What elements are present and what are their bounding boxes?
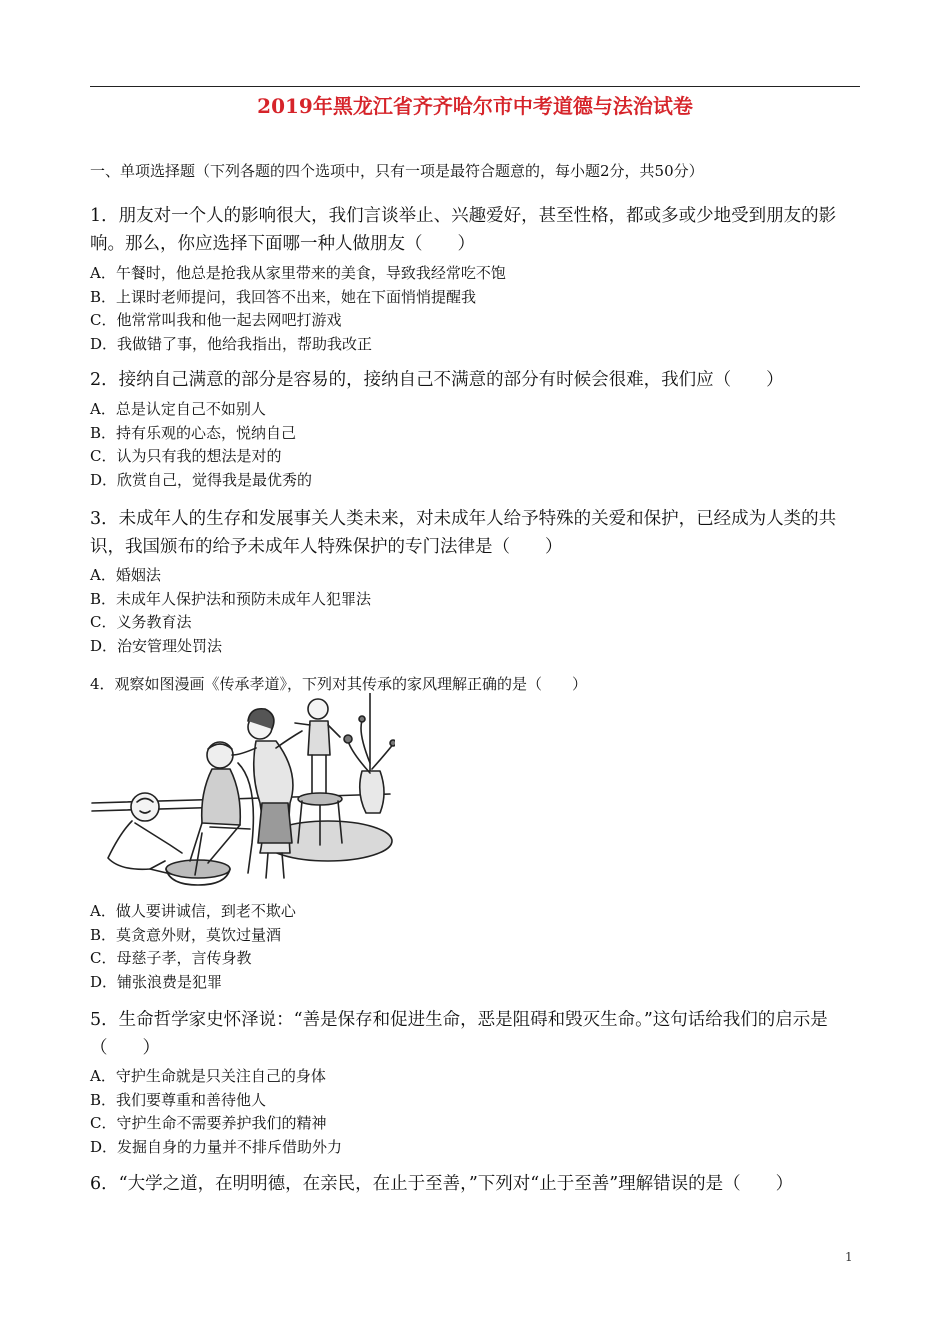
option-c: C．他常常叫我和他一起去网吧打游戏 [90, 311, 342, 329]
question-options [90, 262, 850, 356]
question-options [90, 1065, 850, 1159]
question-stem: 2．接纳自己满意的部分是容易的，接纳自己不满意的部分有时候会很难，我们应（ ） [90, 370, 784, 390]
option-a: A．守护生命就是只关注自己的身体 [90, 1067, 326, 1085]
section-heading: 一、单项选择题（下列各题的四个选项中，只有一项是最符合题意的，每小题2分，共50分） [90, 162, 704, 180]
option-d: D．欣赏自己，觉得我是最优秀的 [90, 470, 313, 489]
cartoon-illustration [90, 693, 395, 891]
question-stem: 3．未成年人的生存和发展事关人类未来，对未成年人给予特殊的关爱和保护，已经成为人类的共识，我国颁布的给予未成年人特殊保护的专门法律是（ ） [90, 509, 837, 557]
option-c: C．义务教育法 [90, 613, 192, 631]
option-b: B．上课时老师提问，我回答不出来，她在下面悄悄提醒我 [90, 287, 477, 306]
header-rule [90, 86, 860, 87]
option-a: A．婚姻法 [90, 566, 161, 584]
question-stem: 5．生命哲学家史怀泽说：“善是保存和促进生命，恶是阻碍和毁灭生命。”这句话给我们的启示是（ ） [90, 1010, 828, 1058]
page-number: 1 [845, 1250, 853, 1264]
option-b: B．持有乐观的心态，悦纳自己 [90, 423, 297, 442]
question-options [90, 398, 850, 492]
exam-title: 2019年黑龙江省齐齐哈尔市中考道德与法治试卷 [257, 94, 693, 118]
option-d: D．铺张浪费是犯罪 [90, 972, 223, 991]
option-a: A．午餐时，他总是抢我从家里带来的美食，导致我经常吃不饱 [90, 264, 506, 282]
question-stem: 1．朋友对一个人的影响很大，我们言谈举止、兴趣爱好，甚至性格，都或多或少地受到朋友的影响。那么，你应选择下面哪一种人做朋友（ ） [90, 206, 837, 254]
option-a: A．做人要讲诚信，到老不欺心 [90, 902, 296, 920]
option-c: C．母慈子孝，言传身教 [90, 949, 252, 967]
option-d: D．我做错了事，他给我指出，帮助我改正 [90, 334, 373, 353]
option-b: B．未成年人保护法和预防未成年人犯罪法 [90, 589, 372, 608]
option-a: A．总是认定自己不如别人 [90, 400, 266, 418]
question-stem: 6．“大学之道，在明明德，在亲民，在止于至善，”下列对“止于至善”理解错误的是（ ） [90, 1174, 794, 1194]
question-options [90, 900, 850, 994]
option-c: C．认为只有我的想法是对的 [90, 447, 282, 465]
option-b: B．莫贪意外财，莫饮过量酒 [90, 925, 282, 944]
question-stem: 4．观察如图漫画《传承孝道》，下列对其传承的家风理解正确的是（ ） [90, 675, 588, 693]
option-c: C．守护生命不需要养护我们的精神 [90, 1114, 327, 1132]
option-d: D．发掘自身的力量并不排斥借助外力 [90, 1137, 343, 1156]
option-b: B．我们要尊重和善待他人 [90, 1090, 267, 1109]
option-d: D．治安管理处罚法 [90, 636, 223, 655]
question-options [90, 564, 850, 658]
